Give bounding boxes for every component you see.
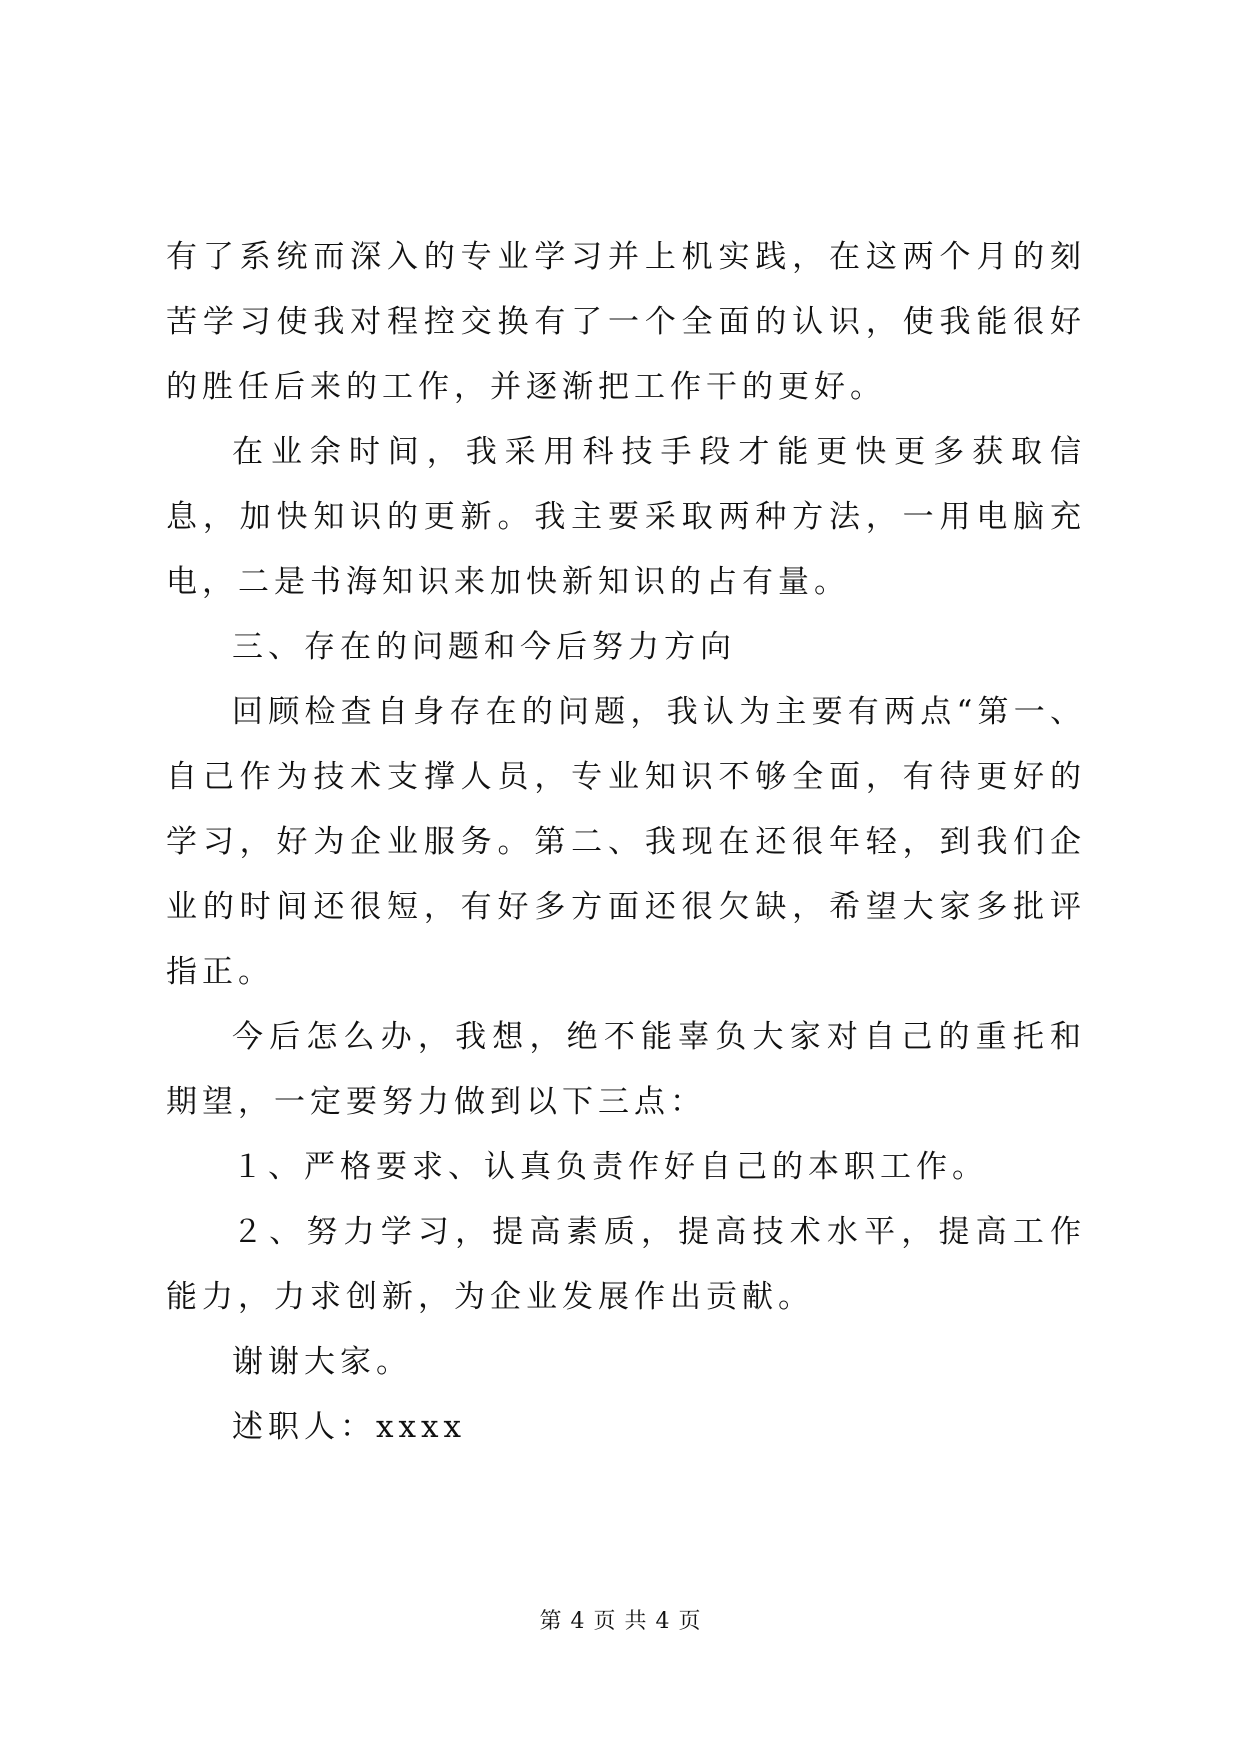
list-item-1: １、严格要求、认真负责作好自己的本职工作。 (232, 1149, 988, 1185)
list-item-2: ２、努力学习，提高素质，提高技术水平，提高工作能力，力求创新，为企业发展作出贡献。 (166, 1214, 1086, 1315)
paragraph-self-review: 回顾检查自身存在的问题，我认为主要有两点“第一、自己作为技术支撑人员，专业知识不够全面，有待更好的学习，好为企业服务。第二、我现在还很年轻，到我们企业的时间还很短，有好多方面还很欠缺，希望大家多批评指正。 (166, 694, 1086, 990)
paragraph-thanks: 谢谢大家。 (232, 1344, 412, 1380)
paragraph-study-practice: 有了系统而深入的专业学习并上机实践，在这两个月的刻苦学习使我对程控交换有了一个全面的认识，使我能很好的胜任后来的工作，并逐渐把工作干的更好。 (166, 239, 1086, 405)
section-heading-problems: 三、存在的问题和今后努力方向 (232, 629, 736, 665)
paragraph-future-plan: 今后怎么办，我想，绝不能辜负大家对自己的重托和期望，一定要努力做到以下三点： (166, 1019, 1086, 1120)
document-body (166, 225, 1086, 1460)
page-footer: 第 4 页 共 4 页 (539, 1609, 702, 1634)
paragraph-spare-time-learning: 在业余时间，我采用科技手段才能更快更多获取信息，加快知识的更新。我主要采取两种方法，一用电脑充电，二是书海知识来加快新知识的占有量。 (166, 434, 1086, 600)
signature-line: 述职人：xxxx (232, 1409, 466, 1445)
